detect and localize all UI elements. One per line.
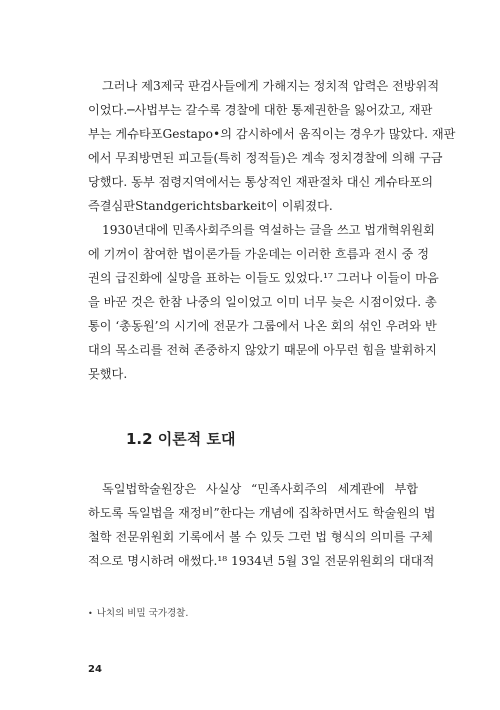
paragraph-legal-theorists [88,218,439,386]
paragraph-line: 에서 무죄방면된 피고들(특히 정적들)은 계속 정치경찰에 의해 구금 [88,151,443,165]
paragraph-line: 이었다.─사법부는 갈수록 경찰에 대한 통제권한을 잃어갔고, 재판 [88,103,433,117]
footnote-marker: • [88,609,93,618]
paragraph-line: 당했다. 동부 점령지역에서는 통상적인 재판절차 대신 게슈타포의 [88,175,433,189]
paragraph-line: 을 바꾼 것은 한참 나중의 일이었고 이미 너무 늦은 시점이었다. 총 [88,295,437,309]
paragraph-line: 적으로 명시하려 애썼다.¹⁸ 1934년 5월 3일 전문위원회의 대대적 [88,554,435,568]
footnote-text: 나치의 비밀 국가경찰. [96,608,189,619]
paragraph-line: 권의 급진화에 실망을 표하는 이들도 있었다.¹⁷ 그러나 이들이 마음 [88,271,439,285]
paragraph-line: 하도록 독일법을 재정비”한다는 개념에 집착하면서도 학술원의 법 [88,506,436,520]
paragraph-line: 즉결심판Standgerichtsbarkeit이 이뤄졌다. [88,199,333,213]
paragraph-theoretical-foundation [88,477,436,573]
page-number: 24 [88,664,102,675]
paragraph-line: 통이 ‘총동원’의 시기에 전문가 그룹에서 나온 회의 섞인 우려와 반 [88,319,437,333]
paragraph-line: 그러나 제3제국 판검사들에게 가해지는 정치적 압력은 전방위적 [102,79,440,93]
paragraph-line: 철학 전문위원회 기록에서 볼 수 있듯 그런 법 형식의 의미를 구체 [88,530,433,544]
section-heading: 1.2 이론적 토대 [126,430,236,448]
paragraph-political-pressure [88,74,456,218]
paragraph-line: 에 기꺼이 참여한 법이론가들 가운데는 이러한 흐름과 전시 중 정 [88,247,429,261]
footnote [88,605,188,619]
paragraph-line: 부는 게슈타포Gestapo•의 감시하에서 움직이는 경우가 많았다. 재판 [88,127,456,141]
paragraph-line: 대의 목소리를 전혀 존중하지 않았기 때문에 아무런 힘을 발휘하지 [88,343,437,357]
paragraph-line: 못했다. [88,367,128,381]
paragraph-line: 1930년대에 민족사회주의를 역설하는 글을 쓰고 법개혁위원회 [102,223,435,237]
paragraph-line: 독일법학술원장은 사실상 “민족사회주의 세계관에 부합 [102,482,418,496]
